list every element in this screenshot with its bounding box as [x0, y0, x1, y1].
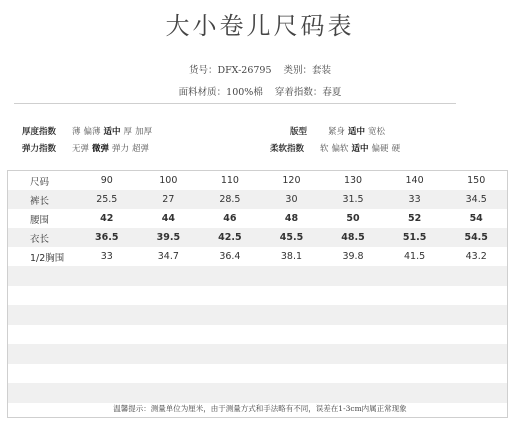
thickness-option: 厚 [123, 127, 133, 137]
empty-row [8, 266, 507, 286]
table-cell: 33 [384, 190, 446, 209]
empty-row [8, 305, 507, 325]
table-cell: 44 [138, 209, 200, 228]
table-cell: 25.5 [76, 190, 138, 209]
table-cell: 51.5 [384, 228, 446, 247]
table-cell: 36.5 [76, 228, 138, 247]
elasticity-option: 弹力 [112, 144, 130, 154]
table-cell: 52 [384, 209, 446, 228]
divider [14, 103, 456, 104]
row-label: 尺码 [8, 171, 76, 190]
table-cell: 30 [261, 190, 323, 209]
softness-option: 偏硬 [371, 144, 389, 154]
thickness-option: 偏薄 [83, 127, 101, 137]
meta-line-2 [0, 84, 520, 98]
thickness-index [22, 125, 155, 137]
table-cell: 41.5 [384, 247, 446, 266]
row-label: 腰围 [8, 209, 76, 228]
thickness-option: 适中 [103, 127, 121, 137]
table-cell: 42.5 [199, 228, 261, 247]
empty-row [8, 325, 507, 345]
softness-option: 偏软 [331, 144, 349, 154]
table-cell: 130 [322, 171, 384, 190]
table-cell: 54.5 [445, 228, 507, 247]
table-cell: 27 [138, 190, 200, 209]
fit-label: 版型 [290, 127, 308, 137]
softness-option: 硬 [391, 144, 401, 154]
table-cell: 42 [76, 209, 138, 228]
table-cell: 110 [199, 171, 261, 190]
table-cell: 38.1 [261, 247, 323, 266]
table-cell: 28.5 [199, 190, 261, 209]
row-label: 1/2胸围 [8, 247, 76, 266]
table-row [8, 190, 507, 209]
table-cell: 34.5 [445, 190, 507, 209]
elasticity-index [22, 142, 152, 154]
table-cell: 50 [322, 209, 384, 228]
table-header-row [8, 171, 507, 190]
fit-option: 紧身 [328, 127, 346, 137]
table-cell: 43.2 [445, 247, 507, 266]
table-cell: 36.4 [199, 247, 261, 266]
table-row [8, 228, 507, 247]
elasticity-option: 超弹 [132, 144, 150, 154]
softness-index [270, 142, 403, 154]
thickness-option: 加厚 [135, 127, 153, 137]
table-cell: 46 [199, 209, 261, 228]
table-cell: 150 [445, 171, 507, 190]
wear-season: 穿着指数：春夏 [274, 87, 342, 98]
measurement-note: 温馨提示：测量单位为厘米，由于测量方式和手法略有不同，误差在1-3cm内属正常现象 [113, 404, 407, 413]
meta-line-1 [0, 62, 520, 76]
table-cell: 140 [384, 171, 446, 190]
table-cell: 90 [76, 171, 138, 190]
empty-row [8, 344, 507, 364]
softness-option: 适中 [351, 144, 369, 154]
row-label: 衣长 [8, 228, 76, 247]
table-row [8, 247, 507, 266]
fit-option: 适中 [348, 127, 366, 137]
table-cell: 48.5 [322, 228, 384, 247]
thickness-label: 厚度指数 [22, 127, 57, 137]
table-cell: 39.8 [322, 247, 384, 266]
softness-label: 柔软指数 [270, 144, 305, 154]
table-cell: 45.5 [261, 228, 323, 247]
item-category: 类别：套装 [283, 65, 332, 76]
empty-row [8, 364, 507, 384]
table-cell: 31.5 [322, 190, 384, 209]
item-number: 货号：DFX-26795 [188, 65, 272, 76]
empty-row [8, 286, 507, 306]
table-cell: 33 [76, 247, 138, 266]
table-cell: 48 [261, 209, 323, 228]
table-cell: 39.5 [138, 228, 200, 247]
fit-option: 宽松 [368, 127, 386, 137]
elasticity-label: 弹力指数 [22, 144, 57, 154]
fabric-material: 面料材质：100%棉 [178, 87, 263, 98]
table-cell: 120 [261, 171, 323, 190]
thickness-option: 薄 [72, 127, 81, 137]
empty-row [8, 383, 507, 403]
size-table [7, 170, 508, 418]
table-cell: 100 [138, 171, 200, 190]
fit-index [290, 125, 388, 137]
softness-option: 软 [320, 144, 329, 154]
table-row [8, 209, 507, 228]
page-title: 大小卷儿尺码表 [165, 12, 355, 40]
table-cell: 34.7 [138, 247, 200, 266]
table-cell: 54 [445, 209, 507, 228]
elasticity-option: 无弹 [72, 144, 90, 154]
row-label: 裤长 [8, 190, 76, 209]
elasticity-option: 微弹 [92, 144, 110, 154]
